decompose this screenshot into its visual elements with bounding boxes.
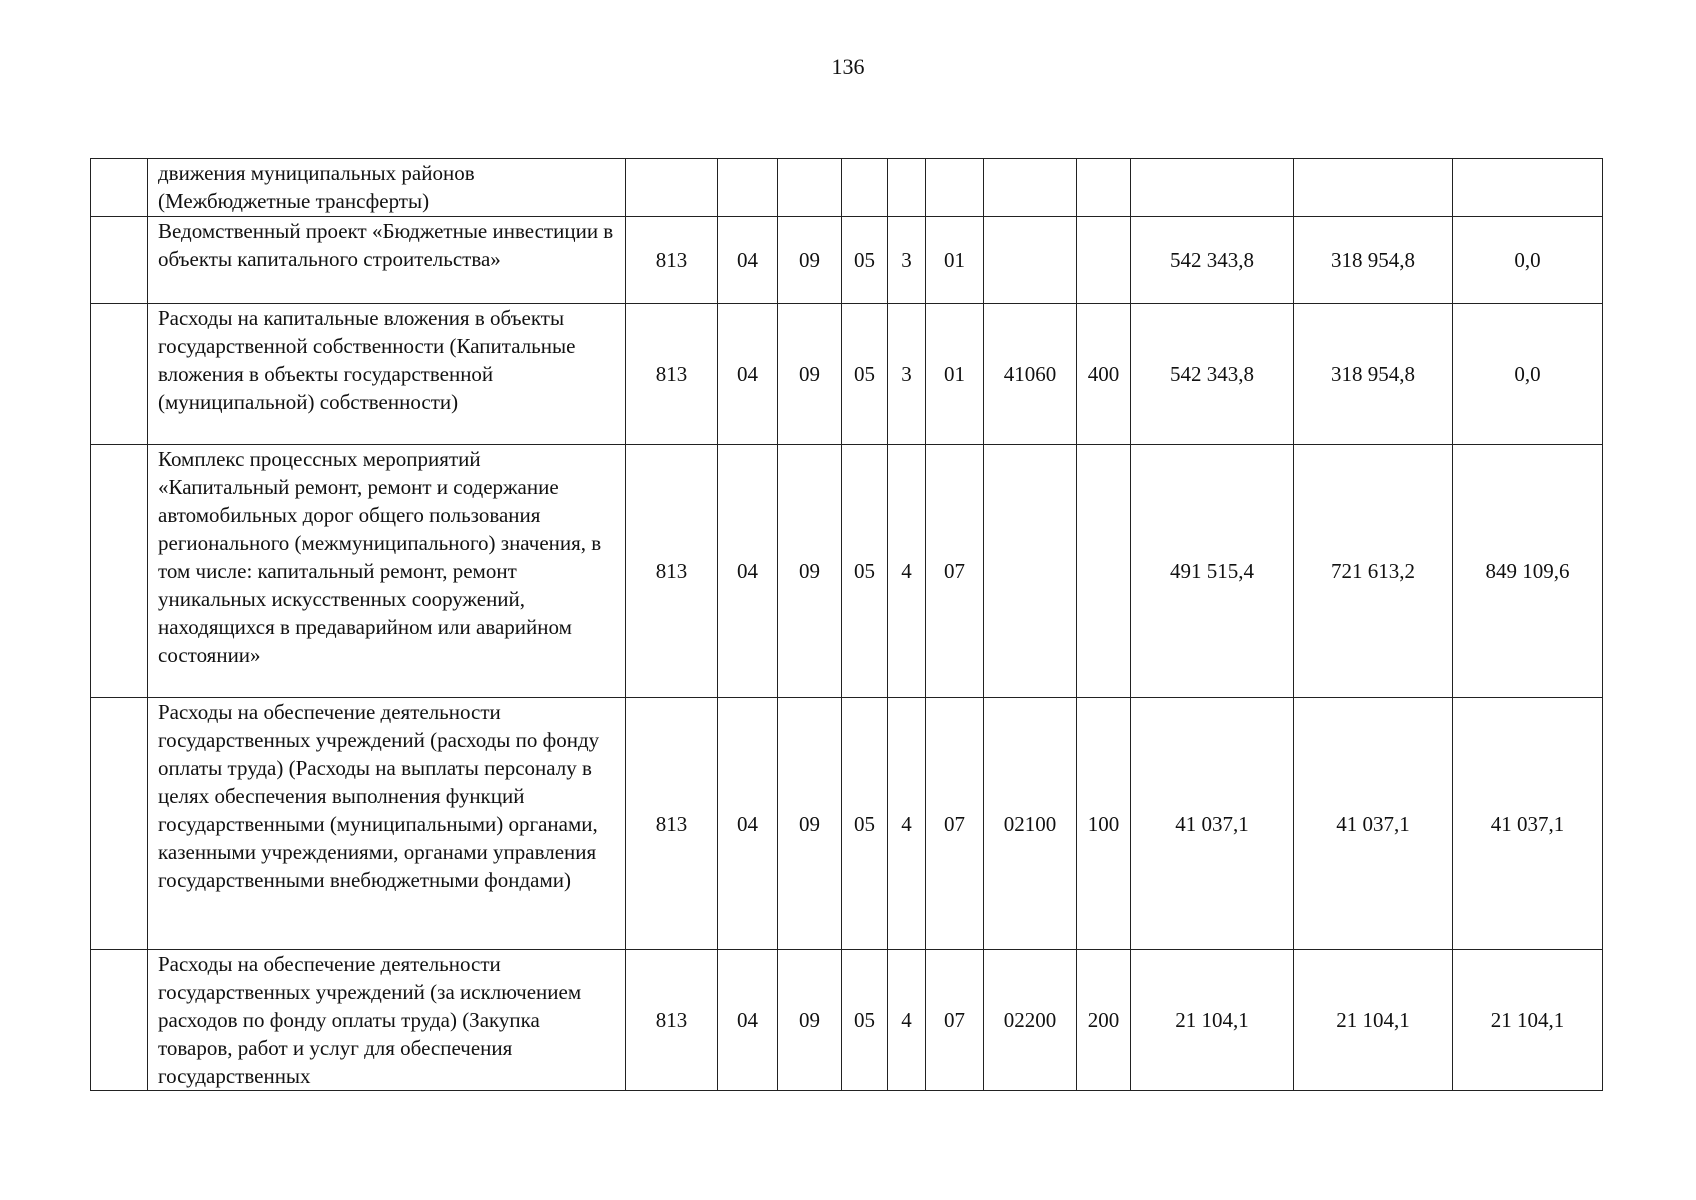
table-row: [91, 159, 1603, 217]
section-cell: 04: [718, 217, 778, 304]
expense-name-cell: Расходы на капитальные вложения в объекты государственной собственности (Капитальные вложения в объекты государственной (муниципальной) собственности): [148, 304, 626, 445]
table-row: [91, 217, 1603, 304]
target-program-cell: 05: [842, 698, 888, 950]
expense-name-cell: Расходы на обеспечение деятельности государственных учреждений (расходы по фонду оплаты труда) (Расходы на выплаты персоналу в целях обеспечения выполнения функций государственными (муниципальными) органами, казенными учреждениями, органами управления государственными внебюджетными фондами): [148, 698, 626, 950]
grbs-cell: 813: [626, 698, 718, 950]
row-number-cell: [91, 445, 148, 698]
target-program-cell: [842, 159, 888, 217]
expense-type-cell: [1077, 159, 1131, 217]
subsection-cell: 09: [778, 445, 842, 698]
expense-name-cell: Комплекс процессных мероприятий «Капитальный ремонт, ремонт и содержание автомобильных дорог общего пользования регионального (межмуниципального) значения, в том числе: капитальный ремонт, ремонт уникальных искусственных сооружений, находящихся в предаварийном или аварийном состоянии»: [148, 445, 626, 698]
expense-type-cell: [1077, 217, 1131, 304]
target-direction-cell: [984, 159, 1077, 217]
row-number-cell: [91, 159, 148, 217]
grbs-cell: [626, 159, 718, 217]
subsection-cell: 09: [778, 950, 842, 1091]
expense-name-cell: движения муниципальных районов (Межбюджетные трансферты): [148, 159, 626, 217]
expense-name-cell: Ведомственный проект «Бюджетные инвестиции в объекты капитального строительства»: [148, 217, 626, 304]
target-direction-cell: [984, 445, 1077, 698]
grbs-cell: 813: [626, 217, 718, 304]
target-direction-cell: 41060: [984, 304, 1077, 445]
target-program-cell: 05: [842, 445, 888, 698]
target-structure-cell: 01: [926, 304, 984, 445]
section-cell: 04: [718, 304, 778, 445]
target-program-cell: 05: [842, 217, 888, 304]
amount-year3-cell: 849 109,6: [1453, 445, 1603, 698]
amount-year2-cell: 21 104,1: [1294, 950, 1453, 1091]
amount-year1-cell: 41 037,1: [1131, 698, 1294, 950]
target-type-cell: 4: [888, 698, 926, 950]
section-cell: [718, 159, 778, 217]
budget-table: [90, 158, 1603, 1091]
section-cell: 04: [718, 950, 778, 1091]
amount-year1-cell: [1131, 159, 1294, 217]
row-number-cell: [91, 950, 148, 1091]
amount-year3-cell: 0,0: [1453, 217, 1603, 304]
table-row: [91, 304, 1603, 445]
target-type-cell: 4: [888, 445, 926, 698]
target-direction-cell: [984, 217, 1077, 304]
amount-year3-cell: 41 037,1: [1453, 698, 1603, 950]
expense-name-cell: Расходы на обеспечение деятельности государственных учреждений (за исключением расходов по фонду оплаты труда) (Закупка товаров, работ и услуг для обеспечения государственных: [148, 950, 626, 1091]
expense-type-cell: [1077, 445, 1131, 698]
target-direction-cell: 02200: [984, 950, 1077, 1091]
target-structure-cell: 07: [926, 445, 984, 698]
expense-type-cell: 100: [1077, 698, 1131, 950]
section-cell: 04: [718, 698, 778, 950]
amount-year2-cell: 318 954,8: [1294, 217, 1453, 304]
amount-year2-cell: 721 613,2: [1294, 445, 1453, 698]
target-direction-cell: 02100: [984, 698, 1077, 950]
target-structure-cell: 07: [926, 950, 984, 1091]
amount-year2-cell: [1294, 159, 1453, 217]
target-structure-cell: 01: [926, 217, 984, 304]
row-number-cell: [91, 304, 148, 445]
grbs-cell: 813: [626, 445, 718, 698]
amount-year3-cell: 21 104,1: [1453, 950, 1603, 1091]
section-cell: 04: [718, 445, 778, 698]
target-type-cell: 3: [888, 304, 926, 445]
amount-year1-cell: 542 343,8: [1131, 217, 1294, 304]
amount-year1-cell: 21 104,1: [1131, 950, 1294, 1091]
target-structure-cell: 07: [926, 698, 984, 950]
subsection-cell: 09: [778, 698, 842, 950]
target-type-cell: 4: [888, 950, 926, 1091]
target-type-cell: 3: [888, 217, 926, 304]
amount-year3-cell: [1453, 159, 1603, 217]
table-row: [91, 698, 1603, 950]
grbs-cell: 813: [626, 950, 718, 1091]
target-program-cell: 05: [842, 950, 888, 1091]
amount-year1-cell: 542 343,8: [1131, 304, 1294, 445]
table-row: [91, 445, 1603, 698]
subsection-cell: [778, 159, 842, 217]
subsection-cell: 09: [778, 304, 842, 445]
target-structure-cell: [926, 159, 984, 217]
expense-type-cell: 200: [1077, 950, 1131, 1091]
subsection-cell: 09: [778, 217, 842, 304]
amount-year2-cell: 318 954,8: [1294, 304, 1453, 445]
row-number-cell: [91, 217, 148, 304]
amount-year1-cell: 491 515,4: [1131, 445, 1294, 698]
amount-year3-cell: 0,0: [1453, 304, 1603, 445]
page-number: 136: [831, 54, 865, 79]
expense-type-cell: 400: [1077, 304, 1131, 445]
target-type-cell: [888, 159, 926, 217]
target-program-cell: 05: [842, 304, 888, 445]
amount-year2-cell: 41 037,1: [1294, 698, 1453, 950]
row-number-cell: [91, 698, 148, 950]
grbs-cell: 813: [626, 304, 718, 445]
table-row: [91, 950, 1603, 1091]
